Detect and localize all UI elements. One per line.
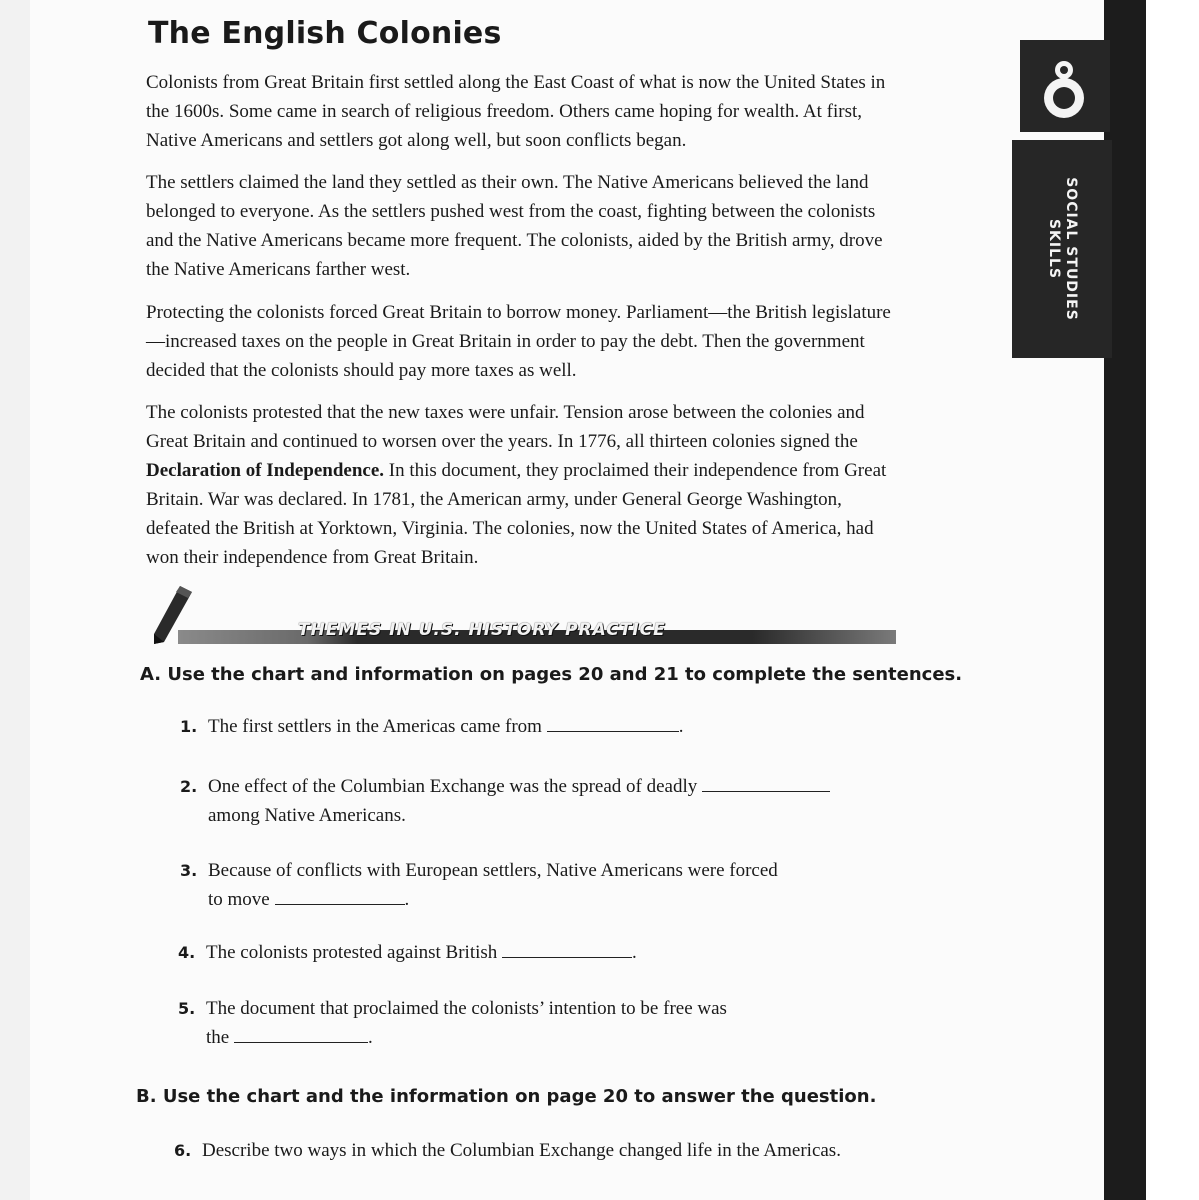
question-1-number: 1. — [180, 717, 198, 736]
question-3-answer-blank[interactable] — [275, 886, 405, 905]
section-a-heading: A. Use the chart and information on pages 20 and 21 to complete the sentences. — [140, 664, 963, 685]
question-1 — [180, 712, 683, 741]
paragraph-1: Colonists from Great Britain first settled along the East Coast of what is now the United States in the 1600s. Some came in search of religious freedom. Others came hoping for wealth. At first, Native Americans and settlers got along well, but soon conflicts began. — [146, 72, 886, 151]
skills-logo-icon — [1034, 48, 1096, 124]
paragraph-2: The settlers claimed the land they settled as their own. The Native Americans believed the land belonged to everyone. As the settlers pushed west from the coast, fighting between the colonists and the Native Americans became more frequent. The colonists, aided by the British army, drove the Native Americans farther west. — [146, 172, 883, 280]
pencil-icon — [150, 582, 210, 648]
question-1-answer-blank[interactable] — [547, 713, 679, 732]
side-tab — [1012, 140, 1112, 358]
question-6-text: Describe two ways in which the Columbian Exchange changed life in the Americas. — [202, 1140, 841, 1161]
question-3-end: . — [404, 889, 410, 910]
question-4-answer-blank[interactable] — [502, 939, 632, 958]
question-5-answer-blank[interactable] — [234, 1024, 368, 1043]
skills-logo — [1020, 40, 1110, 132]
question-3-number: 3. — [180, 861, 198, 880]
page-title: The English Colonies — [148, 16, 502, 51]
paragraph-4 — [146, 398, 901, 572]
paragraph-3: Protecting the colonists forced Great Britain to borrow money. Parliament—the British legislature—increased taxes on the people in Great Britain in order to pay the debt. Then the government decided that the colonists should pay more taxes as well. — [146, 302, 891, 381]
question-2-number: 2. — [180, 777, 198, 796]
section-b-heading: B. Use the chart and the information on page 20 to answer the question. — [136, 1086, 877, 1107]
side-tab-text — [1045, 177, 1079, 321]
side-tab-line1: SOCIAL STUDIES — [1063, 177, 1079, 321]
question-5-text: The document that proclaimed the colonists’ intention to be free was — [206, 998, 727, 1019]
question-2-text: One effect of the Columbian Exchange was the spread of deadly — [208, 776, 698, 797]
question-1-text: The first settlers in the Americas came from — [208, 716, 542, 737]
question-3 — [180, 856, 778, 914]
side-tab-line2: SKILLS — [1046, 218, 1062, 280]
question-4-number: 4. — [178, 943, 196, 962]
question-4-text: The colonists protested against British — [206, 942, 498, 963]
question-3-continuation-line — [180, 885, 778, 914]
paragraph-4-text-after: In this document, they proclaimed their independence from Great Britain. War was declared. In 1781, the American army, under General George Washington, defeated the British at Yorktown, Virginia. The colonies, now the United States of America, had won their independence from Great Britain. — [146, 460, 887, 568]
question-5-number: 5. — [178, 999, 196, 1018]
practice-banner — [150, 582, 910, 652]
question-5-continuation: the — [206, 1027, 230, 1048]
question-2-continuation: among Native Americans. — [208, 805, 406, 826]
question-2-answer-blank[interactable] — [702, 773, 830, 792]
question-2 — [180, 772, 830, 830]
question-5-continuation-line — [178, 1023, 727, 1052]
page-margin — [1146, 0, 1199, 1200]
question-4-end: . — [632, 942, 637, 963]
question-3-text: Because of conflicts with European settlers, Native Americans were forced — [208, 860, 778, 881]
question-5 — [178, 994, 727, 1052]
question-3-continuation: to move — [208, 889, 270, 910]
question-6 — [174, 1136, 841, 1165]
question-5-end: . — [367, 1027, 373, 1048]
banner-label: THEMES IN U.S. HISTORY PRACTICE — [298, 620, 666, 640]
question-4 — [178, 938, 637, 967]
declaration-term: Declaration of Independence. — [146, 460, 385, 481]
question-1-end: . — [678, 716, 684, 737]
paragraph-4-text-before: The colonists protested that the new taxes were unfair. Tension arose between the colonies and Great Britain and continued to worsen over the years. In 1776, all thirteen colonies signed the — [146, 402, 865, 452]
question-6-number: 6. — [174, 1141, 192, 1160]
